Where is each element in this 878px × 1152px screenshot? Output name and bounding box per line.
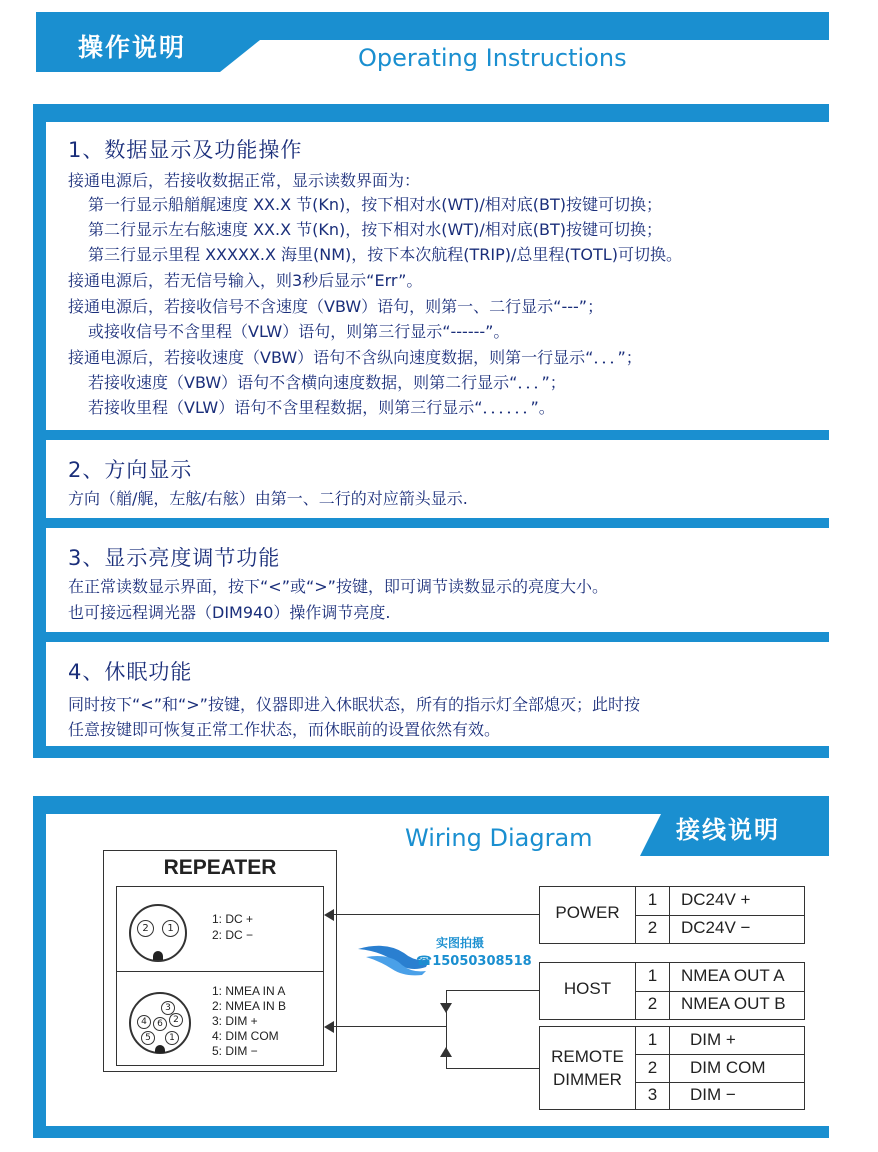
header-title-en: Operating Instructions — [358, 44, 627, 72]
pin-label: DC24V + — [681, 890, 751, 909]
connector-pin: 1 — [165, 1031, 179, 1045]
connector-pin: 5 — [141, 1031, 155, 1045]
pin-label: DIM COM — [690, 1058, 766, 1077]
section-brightness — [46, 528, 829, 632]
text-line: 第三行显示里程 XXXXX.X 海里(NM)，按下本次航程(TRIP)/总里程(TOTL)可切换。 — [88, 245, 682, 264]
header-title-cn: 操作说明 — [78, 33, 187, 62]
port-label: 5: DIM − — [212, 1044, 258, 1058]
text-line: 任意按键即可恢复正常工作状态，而休眠前的设置依然有效。 — [68, 720, 501, 739]
port-label: 3: DIM + — [212, 1014, 258, 1028]
instructions-panel — [33, 104, 829, 758]
section-title: 1、数据显示及功能操作 — [68, 138, 303, 162]
section-title: 3、显示亮度调节功能 — [68, 546, 281, 570]
text-line: 接通电源后，若接收信号不含速度（VBW）语句，则第一、二行显示“---”； — [68, 297, 604, 316]
pin-label: DC24V − — [681, 918, 751, 937]
device-name: HOST — [563, 979, 612, 998]
text-line: 若接收里程（VLW）语句不含里程数据，则第三行显示“．．．．．．”。 — [88, 398, 555, 417]
pin-number: 1 — [647, 890, 658, 909]
repeater-title: REPEATER — [163, 856, 277, 879]
wiring-title-en: Wiring Diagram — [405, 824, 593, 852]
text-line: 接通电源后，若接收数据正常，显示读数界面为： — [68, 171, 421, 190]
pin-label: NMEA OUT B — [681, 994, 786, 1013]
wire-signal — [334, 1026, 446, 1027]
watermark-text: 实图拍摄 — [436, 936, 485, 950]
section-title: 2、方向显示 — [68, 458, 193, 482]
text-line: 或接收信号不含里程（VLW）语句，则第三行显示“------”。 — [88, 322, 510, 341]
port-label: 4: DIM COM — [212, 1029, 279, 1043]
section-direction — [46, 440, 829, 518]
section-title: 4、休眠功能 — [68, 660, 193, 684]
text-line: 同时按下“<”和“>”按键，仪器即进入休眠状态，所有的指示灯全部熄灭；此时按 — [68, 695, 640, 714]
port-label: 1: DC + — [212, 912, 254, 926]
connector-pin: 4 — [137, 1015, 151, 1029]
pin-number: 1 — [647, 1030, 658, 1049]
connector-pin: 1 — [162, 920, 179, 937]
device-name: REMOTE — [551, 1047, 624, 1066]
connector-pin: 6 — [153, 1017, 167, 1031]
text-line: 第一行显示船艏艉速度 XX.X 节(Kn)，按下相对水(WT)/相对底(BT)按键可切换； — [88, 195, 662, 214]
arrow-down-icon — [440, 1003, 452, 1013]
text-line: 在正常读数显示界面，按下“<”或“>”按键，即可调节读数显示的亮度大小。 — [68, 577, 608, 596]
pin-label: DIM − — [690, 1085, 736, 1104]
pin-number: 2 — [647, 994, 658, 1013]
pin-number: 2 — [647, 918, 658, 937]
section-sleep — [46, 642, 829, 746]
port-label: 2: NMEA IN B — [212, 999, 287, 1013]
connector-pin: 3 — [161, 1001, 175, 1015]
wire-power — [334, 914, 539, 915]
connector-key-icon — [155, 1045, 165, 1053]
connector-pin: 2 — [137, 920, 154, 937]
wire-host — [446, 990, 539, 991]
text-line: 接通电源后，若接收速度（VBW）语句不含纵向速度数据，则第一行显示“．．．”； — [68, 348, 642, 367]
pin-number: 1 — [647, 966, 658, 985]
text-line: 接通电源后，若无信号输入，则3秒后显示“Err”。 — [68, 271, 423, 290]
wire-dimmer — [446, 1068, 539, 1069]
pin-number: 2 — [647, 1058, 658, 1077]
arrow-left-icon — [324, 909, 334, 921]
device-remote-dimmer — [539, 1026, 636, 1110]
port-label: 1: NMEA IN A — [212, 984, 286, 998]
text-line: 也可接远程调光器（DIM940）操作调节亮度. — [68, 603, 391, 622]
arrow-left-icon — [324, 1021, 334, 1033]
watermark-phone: ☎15050308518 — [416, 954, 532, 969]
text-line: 方向（艏/艉，左舷/右舷）由第一、二行的对应箭头显示. — [68, 489, 468, 508]
pin-number: 3 — [647, 1085, 658, 1104]
wiring-title-cn: 接线说明 — [676, 816, 780, 844]
pin-label: DIM + — [690, 1030, 736, 1049]
pin-label: NMEA OUT A — [681, 966, 785, 985]
connector-key-icon — [153, 951, 163, 960]
text-line: 第二行显示左右舷速度 XX.X 节(Kn)，按下相对水(WT)/相对底(BT)按键可切换； — [88, 220, 662, 239]
device-name: POWER — [555, 903, 620, 922]
port-label: 2: DC − — [212, 928, 254, 942]
text-line: 若接收速度（VBW）语句不含横向速度数据，则第二行显示“．．．”； — [88, 373, 566, 392]
arrow-up-icon — [440, 1047, 452, 1057]
section-data-display — [46, 122, 829, 430]
connector-pin: 2 — [169, 1013, 183, 1027]
device-name: DIMMER — [553, 1070, 622, 1089]
